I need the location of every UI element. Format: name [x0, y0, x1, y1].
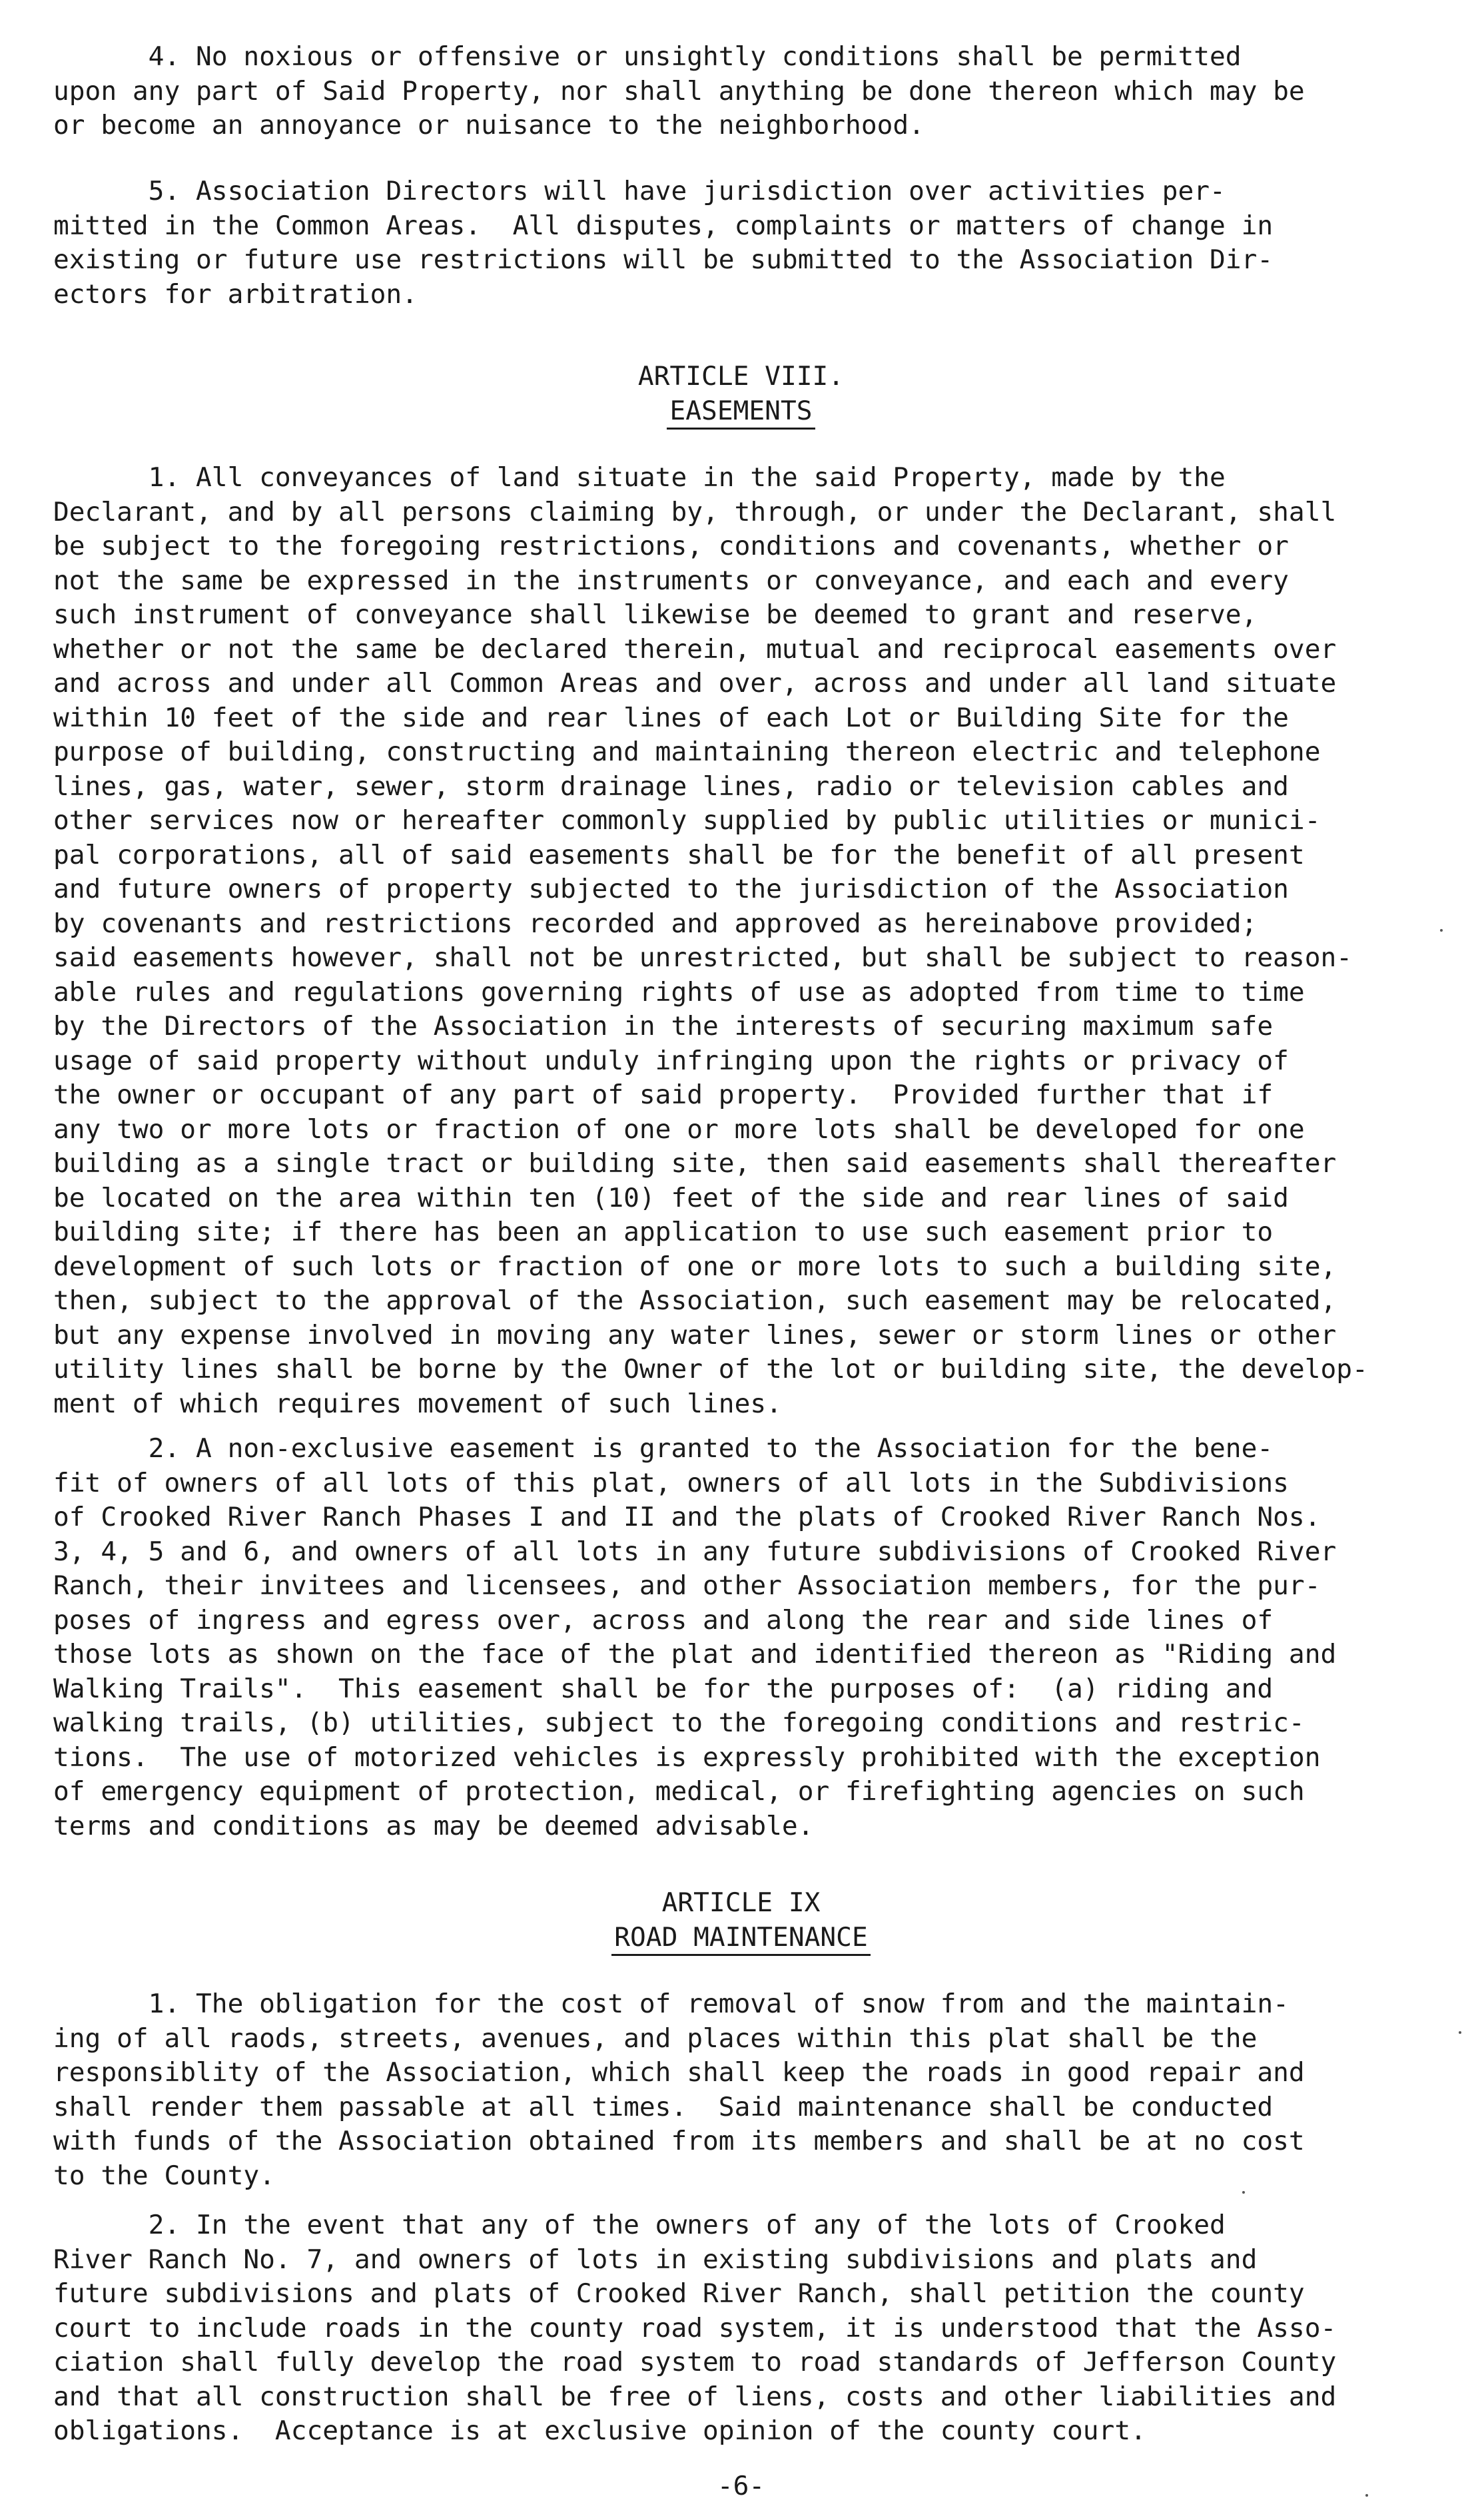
article-9-paragraph-1 — [53, 1987, 1425, 2193]
text-line: said easements however, shall not be unrestricted, but shall be subject to reason- — [53, 942, 1353, 973]
text-line: obligations. Acceptance is at exclusive opinion of the county court. — [53, 2415, 1146, 2446]
text-line: poses of ingress and egress over, across and along the rear and side lines of — [53, 1604, 1274, 1636]
text-line: upon any part of Said Property, nor shall anything be done thereon which may be — [53, 75, 1305, 107]
text-line: be subject to the foregoing restrictions, conditions and covenants, whether or — [53, 531, 1289, 561]
text-line: the owner or occupant of any part of said property. Provided further that if — [53, 1080, 1274, 1110]
text-line: 2. A non-exclusive easement is granted to the Association for the bene- — [53, 1433, 1274, 1464]
text-line: and across and under all Common Areas and over, across and under all land situate — [53, 668, 1337, 699]
text-line: 3, 4, 5 and 6, and owners of all lots in any future subdivisions of Crooked River — [53, 1536, 1337, 1567]
text-line: of Crooked River Ranch Phases I and II and the plats of Crooked River Ranch Nos. — [53, 1502, 1321, 1532]
text-line: River Ranch No. 7, and owners of lots in existing subdivisions and plats and — [53, 2244, 1258, 2275]
text-line: usage of said property without unduly infringing upon the rights or privacy of — [53, 1045, 1289, 1076]
text-line: building site; if there has been an application to use such easement prior to — [53, 1217, 1274, 1247]
text-line: ciation shall fully develop the road system to road standards of Jefferson County — [53, 2347, 1337, 2377]
text-line: ment of which requires movement of such lines. — [53, 1388, 782, 1419]
text-line: 2. In the event that any of the owners of any of the lots of Crooked — [53, 2210, 1226, 2240]
text-line: existing or future use restrictions will be submitted to the Association Dir- — [53, 244, 1274, 275]
text-line: Ranch, their invitees and licensees, and other Association members, for the pur- — [53, 1570, 1321, 1601]
text-line: by covenants and restrictions recorded and approved as hereinabove provided; — [53, 908, 1258, 939]
article-8-paragraph-1 — [53, 461, 1425, 1421]
text-line: such instrument of conveyance shall likewise be deemed to grant and reserve, — [53, 599, 1258, 630]
scan-speck — [1242, 2191, 1245, 2194]
text-line: 1. The obligation for the cost of removal of snow from and the maintain- — [53, 1989, 1289, 2019]
text-line: Walking Trails". This easement shall be for the purposes of: (a) riding and — [53, 1673, 1274, 1704]
text-line: future subdivisions and plats of Crooked River Ranch, shall petition the county — [53, 2278, 1305, 2309]
text-line: of emergency equipment of protection, medical, or firefighting agencies on such — [53, 1776, 1305, 1807]
text-line: 5. Association Directors will have jurisdiction over activities per- — [53, 176, 1226, 206]
text-line: 4. No noxious or offensive or unsightly conditions shall be permitted — [53, 41, 1242, 72]
text-line: or become an annoyance or nuisance to the neighborhood. — [53, 110, 925, 141]
text-line: but any expense involved in moving any water lines, sewer or storm lines or other — [53, 1319, 1337, 1351]
article-title: ARTICLE IX — [661, 1887, 821, 1918]
text-line: then, subject to the approval of the Association, such easement may be relocated, — [53, 1285, 1337, 1316]
text-line: terms and conditions as may be deemed advisable. — [53, 1810, 814, 1841]
text-line: development of such lots or fraction of one or more lots to such a building site, — [53, 1251, 1337, 1282]
text-line: lines, gas, water, sewer, storm drainage lines, radio or television cables and — [53, 771, 1289, 802]
text-line: by the Directors of the Association in the interests of securing maximum safe — [53, 1011, 1274, 1042]
text-line: and that all construction shall be free of liens, costs and other liabilities and — [53, 2381, 1337, 2412]
article-subtitle — [0, 394, 1482, 429]
text-line: those lots as shown on the face of the plat and identified thereon as "Riding and — [53, 1639, 1337, 1670]
text-line: pal corporations, all of said easements shall be for the benefit of all present — [53, 839, 1305, 870]
article-subtitle-text: ROAD MAINTENANCE — [611, 1922, 871, 1956]
text-line: 1. All conveyances of land situate in the said Property, made by the — [53, 462, 1226, 493]
text-line: utility lines shall be borne by the Owner of the lot or building site, the develop- — [53, 1354, 1368, 1385]
scan-speck — [1440, 929, 1443, 932]
text-line: walking trails, (b) utilities, subject to the foregoing conditions and restric- — [53, 1708, 1305, 1738]
text-line: ing of all raods, streets, avenues, and places within this plat shall be the — [53, 2023, 1258, 2054]
text-line: be located on the area within ten (10) feet of the side and rear lines of said — [53, 1182, 1289, 1213]
text-line: any two or more lots or fraction of one or more lots shall be developed for one — [53, 1113, 1305, 1145]
article-7-paragraph-4 — [53, 40, 1425, 143]
text-line: fit of owners of all lots of this plat, owners of all lots in the Subdivisions — [53, 1467, 1289, 1498]
scan-speck — [1459, 2031, 1461, 2034]
text-line: and future owners of property subjected to the jurisdiction of the Association — [53, 874, 1289, 904]
text-line: to the County. — [53, 2160, 275, 2191]
text-line: within 10 feet of the side and rear lines of each Lot or Building Site for the — [53, 702, 1289, 733]
text-line: building as a single tract or building site, then said easements shall thereafter — [53, 1148, 1337, 1179]
text-line: responsiblity of the Association, which shall keep the roads in good repair and — [53, 2057, 1305, 2088]
text-line: purpose of building, constructing and maintaining thereon electric and telephone — [53, 737, 1321, 767]
text-line: mitted in the Common Areas. All disputes, complaints or matters of change in — [53, 210, 1274, 241]
article-subtitle-text: EASEMENTS — [667, 396, 815, 430]
text-line: with funds of the Association obtained from its members and shall be at no cost — [53, 2126, 1305, 2156]
text-line: ectors for arbitration. — [53, 278, 418, 310]
article-subtitle — [0, 1921, 1482, 1955]
article-9-paragraph-2 — [53, 2208, 1425, 2449]
text-line: other services now or hereafter commonly supplied by public utilities or munici- — [53, 805, 1321, 836]
article-8-heading — [0, 360, 1482, 428]
text-line: not the same be expressed in the instruments or conveyance, and each and every — [53, 565, 1289, 596]
text-line: whether or not the same be declared therein, mutual and reciprocal easements over — [53, 633, 1337, 665]
article-9-heading — [0, 1886, 1482, 1955]
article-8-paragraph-2 — [53, 1432, 1425, 1843]
page-number: -6- — [717, 2471, 765, 2501]
text-line: court to include roads in the county road system, it is understood that the Asso- — [53, 2312, 1337, 2344]
article-7-paragraph-5 — [53, 174, 1425, 312]
text-line: shall render them passable at all times. Said maintenance shall be conducted — [53, 2091, 1274, 2122]
text-line: tions. The use of motorized vehicles is expressly prohibited with the exception — [53, 1741, 1321, 1773]
text-line: able rules and regulations governing rights of use as adopted from time to time — [53, 976, 1305, 1008]
article-title: ARTICLE VIII. — [637, 361, 845, 392]
scan-speck — [1365, 2494, 1368, 2497]
text-line: Declarant, and by all persons claiming by, through, or under the Declarant, shall — [53, 496, 1337, 527]
